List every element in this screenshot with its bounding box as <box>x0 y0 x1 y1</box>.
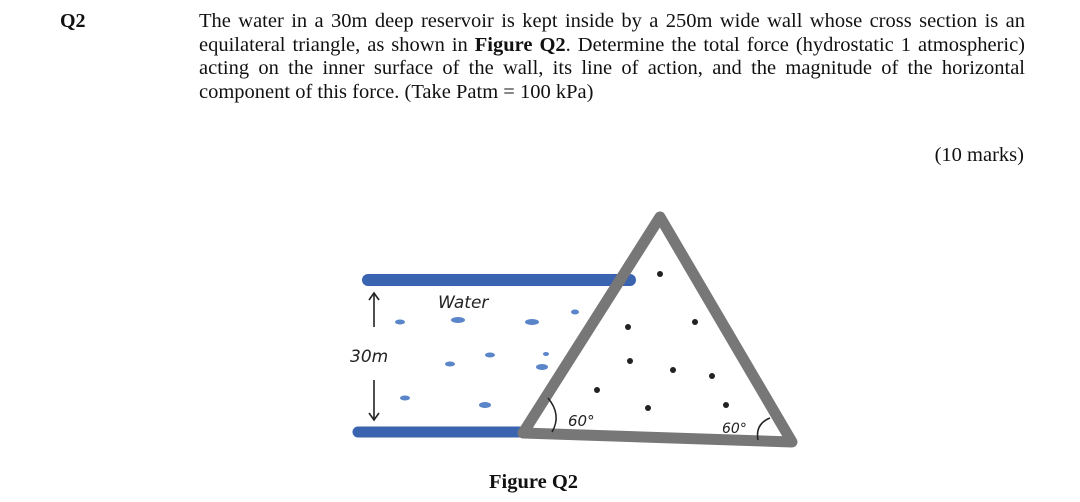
question-number: Q2 <box>60 10 86 32</box>
depth-label: 30m <box>350 347 389 367</box>
angle-label-right: 60° <box>722 421 747 437</box>
water-label: Water <box>438 293 489 313</box>
question-text <box>199 10 1025 104</box>
angle-label-left: 60° <box>568 412 595 430</box>
angle-arc-left <box>548 398 556 432</box>
triangular-wall <box>523 217 792 442</box>
question-text-part2: . Determine the total force (hydrostatic 1 atmospheric) acting on the inner surface of the wall, its line of action, and the magnitude of the horizontal component of this force. (Take Patm = 100 kPa) <box>199 33 1025 103</box>
figure-reference: Figure Q2 <box>474 33 566 56</box>
marks-label: (10 marks) <box>934 144 1024 166</box>
question-text-part1: The water in a 30m deep reservoir is kept inside by a 250m wide wall whose cross section is an equilateral triangle, as shown in <box>199 10 1025 56</box>
figure-caption: Figure Q2 <box>489 471 579 493</box>
figure-q2-diagram <box>330 190 830 460</box>
